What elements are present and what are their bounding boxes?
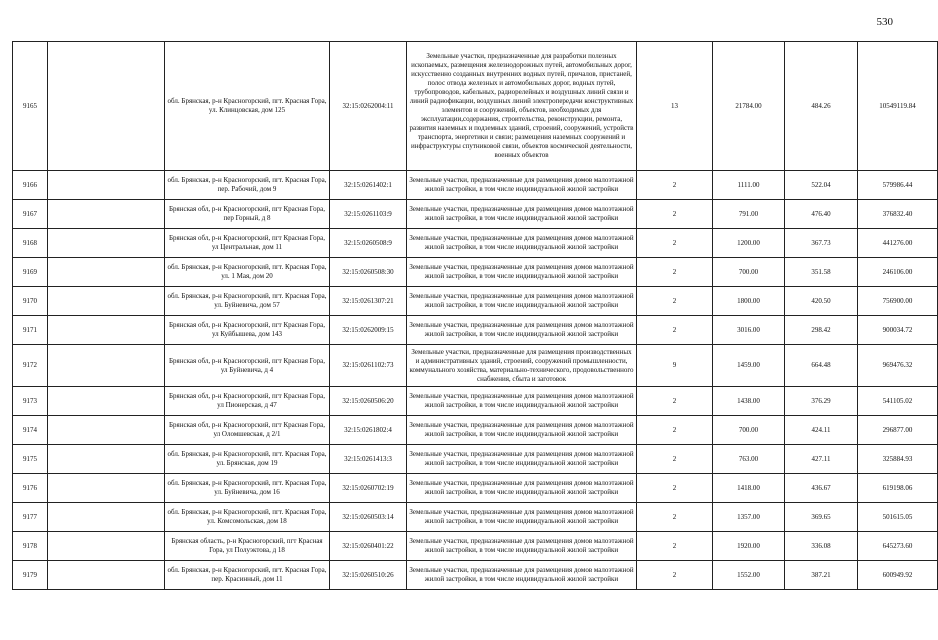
cadastral-value-cell: 501615.05: [858, 503, 938, 532]
cadastral-value-cell: 619198.06: [858, 474, 938, 503]
table-row: [13, 200, 938, 229]
table-row: [13, 561, 938, 590]
specific-value-cell: 664.48: [785, 345, 858, 387]
specific-value-cell: 336.08: [785, 532, 858, 561]
address-cell: обл. Брянская, р-н Красногорский, пгт. Красная Гора, ул. Клинцовская, дом 125: [165, 42, 330, 171]
cadastral-number-cell: 32:15:0260506:20: [330, 387, 407, 416]
address-cell: Брянская обл, р-н Красногорский, пгт Красная Гора, ул Буйневича, д 4: [165, 345, 330, 387]
empty-cell: [48, 171, 165, 200]
area-cell: 1438.00: [713, 387, 785, 416]
empty-cell: [48, 387, 165, 416]
use-group-cell: 9: [637, 345, 713, 387]
cadastral-number-cell: 32:15:0262009:15: [330, 316, 407, 345]
land-use-cell: Земельные участки, предназначенные для размещения домов малоэтажной жилой застройки, в том числе индивидуальной жилой застройки: [407, 503, 637, 532]
row-number: 9177: [13, 503, 48, 532]
empty-cell: [48, 474, 165, 503]
use-group-cell: 13: [637, 42, 713, 171]
specific-value-cell: 436.67: [785, 474, 858, 503]
use-group-cell: 2: [637, 503, 713, 532]
empty-cell: [48, 503, 165, 532]
area-cell: 1111.00: [713, 171, 785, 200]
table-row: [13, 387, 938, 416]
area-cell: 1200.00: [713, 229, 785, 258]
specific-value-cell: 476.40: [785, 200, 858, 229]
specific-value-cell: 369.65: [785, 503, 858, 532]
land-use-cell: Земельные участки, предназначенные для размещения домов малоэтажной жилой застройки, в том числе индивидуальной жилой застройки: [407, 474, 637, 503]
cadastral-value-cell: 600949.92: [858, 561, 938, 590]
land-use-cell: Земельные участки, предназначенные для размещения домов малоэтажной жилой застройки, в том числе индивидуальной жилой застройки: [407, 258, 637, 287]
address-cell: обл. Брянская, р-н Красногорский, пгт. Красная Гора, ул. 1 Мая, дом 20: [165, 258, 330, 287]
area-cell: 1418.00: [713, 474, 785, 503]
area-cell: 791.00: [713, 200, 785, 229]
land-use-cell: Земельные участки, предназначенные для размещения домов малоэтажной жилой застройки, в том числе индивидуальной жилой застройки: [407, 561, 637, 590]
row-number: 9165: [13, 42, 48, 171]
cadastral-value-cell: 441276.00: [858, 229, 938, 258]
specific-value-cell: 376.29: [785, 387, 858, 416]
address-cell: Брянская обл, р-н Красногорский, пгт Красная Гора, ул Центральная, дом 11: [165, 229, 330, 258]
specific-value-cell: 351.58: [785, 258, 858, 287]
use-group-cell: 2: [637, 561, 713, 590]
table-row: [13, 229, 938, 258]
table-row: [13, 345, 938, 387]
cadastral-value-cell: 10549119.84: [858, 42, 938, 171]
use-group-cell: 2: [637, 474, 713, 503]
empty-cell: [48, 345, 165, 387]
row-number: 9171: [13, 316, 48, 345]
cadastral-value-cell: 969476.32: [858, 345, 938, 387]
address-cell: Брянская обл, р-н Красногорский, пгт Красная Гора, ул Оломшевская, д 2/1: [165, 416, 330, 445]
address-cell: обл. Брянская, р-н Красногорский, пгт. Красная Гора, пер. Рабочий, дом 9: [165, 171, 330, 200]
cadastral-number-cell: 32:15:0260508:9: [330, 229, 407, 258]
table-row: [13, 287, 938, 316]
land-use-cell: Земельные участки, предназначенные для размещения домов малоэтажной жилой застройки, в том числе индивидуальной жилой застройки: [407, 229, 637, 258]
address-cell: Брянская область, р-н Красногорский, пгт Красная Гора, ул Полуэктова, д 18: [165, 532, 330, 561]
address-cell: обл. Брянская, р-н Красногорский, пгт. Красная Гора, ул. Буйневича, дом 16: [165, 474, 330, 503]
table-row: [13, 258, 938, 287]
cadastral-number-cell: 32:15:0260503:14: [330, 503, 407, 532]
empty-cell: [48, 445, 165, 474]
cadastral-value-cell: 756900.00: [858, 287, 938, 316]
address-cell: обл. Брянская, р-н Красногорский, пгт. Красная Гора, ул. Буйневича, дом 57: [165, 287, 330, 316]
cadastral-number-cell: 32:15:0260508:30: [330, 258, 407, 287]
specific-value-cell: 427.11: [785, 445, 858, 474]
row-number: 9176: [13, 474, 48, 503]
use-group-cell: 2: [637, 258, 713, 287]
empty-cell: [48, 561, 165, 590]
row-number: 9169: [13, 258, 48, 287]
row-number: 9170: [13, 287, 48, 316]
cadastral-value-cell: 296877.00: [858, 416, 938, 445]
area-cell: 763.00: [713, 445, 785, 474]
cadastral-number-cell: 32:15:0260401:22: [330, 532, 407, 561]
land-use-cell: Земельные участки, предназначенные для размещения домов малоэтажной жилой застройки, в том числе индивидуальной жилой застройки: [407, 416, 637, 445]
cadastral-value-cell: 541105.02: [858, 387, 938, 416]
address-cell: Брянская обл, р-н Красногорский, пгт Красная Гора, пер Горный, д 8: [165, 200, 330, 229]
area-cell: 1920.00: [713, 532, 785, 561]
land-use-cell: Земельные участки, предназначенные для размещения домов малоэтажной жилой застройки, в том числе индивидуальной жилой застройки: [407, 316, 637, 345]
use-group-cell: 2: [637, 387, 713, 416]
cadastral-number-cell: 32:15:0261307:21: [330, 287, 407, 316]
empty-cell: [48, 229, 165, 258]
table-row: [13, 416, 938, 445]
land-use-cell: Земельные участки, предназначенные для размещения домов малоэтажной жилой застройки, в том числе индивидуальной жилой застройки: [407, 171, 637, 200]
use-group-cell: 2: [637, 445, 713, 474]
specific-value-cell: 387.21: [785, 561, 858, 590]
land-use-cell: Земельные участки, предназначенные для размещения производственных и административных зданий, строений, сооружений промышленности, коммунального хозяйства, материально-технического, продовольственного снабжения, сбыта и заготовок: [407, 345, 637, 387]
address-cell: обл. Брянская, р-н Красногорский, пгт. Красная Гора, пер. Красинный, дом 11: [165, 561, 330, 590]
specific-value-cell: 522.04: [785, 171, 858, 200]
cadastral-number-cell: 32:15:0261413:3: [330, 445, 407, 474]
use-group-cell: 2: [637, 171, 713, 200]
land-use-cell: Земельные участки, предназначенные для размещения домов малоэтажной жилой застройки, в том числе индивидуальной жилой застройки: [407, 287, 637, 316]
cadastral-value-cell: 579986.44: [858, 171, 938, 200]
row-number: 9172: [13, 345, 48, 387]
land-use-cell: Земельные участки, предназначенные для размещения домов малоэтажной жилой застройки, в том числе индивидуальной жилой застройки: [407, 387, 637, 416]
address-cell: Брянская обл, р-н Красногорский, пгт Красная Гора, ул Куйбышева, дом 143: [165, 316, 330, 345]
table-row: [13, 532, 938, 561]
row-number: 9175: [13, 445, 48, 474]
empty-cell: [48, 532, 165, 561]
address-cell: Брянская обл, р-н Красногорский, пгт Красная Гора, ул Пионерская, д 47: [165, 387, 330, 416]
cadastral-value-table: [12, 41, 938, 590]
table-row: [13, 316, 938, 345]
area-cell: 700.00: [713, 258, 785, 287]
use-group-cell: 2: [637, 229, 713, 258]
row-number: 9168: [13, 229, 48, 258]
use-group-cell: 2: [637, 532, 713, 561]
address-cell: обл. Брянская, р-н Красногорский, пгт. Красная Гора, ул. Брянская, дом 19: [165, 445, 330, 474]
use-group-cell: 2: [637, 287, 713, 316]
use-group-cell: 2: [637, 200, 713, 229]
area-cell: 1552.00: [713, 561, 785, 590]
use-group-cell: 2: [637, 316, 713, 345]
row-number: 9173: [13, 387, 48, 416]
area-cell: 3016.00: [713, 316, 785, 345]
empty-cell: [48, 316, 165, 345]
use-group-cell: 2: [637, 416, 713, 445]
land-use-cell: Земельные участки, предназначенные для размещения домов малоэтажной жилой застройки, в том числе индивидуальной жилой застройки: [407, 445, 637, 474]
cadastral-number-cell: 32:15:0261102:73: [330, 345, 407, 387]
land-use-cell: Земельные участки, предназначенные для размещения домов малоэтажной жилой застройки, в том числе индивидуальной жилой застройки: [407, 200, 637, 229]
area-cell: 21784.00: [713, 42, 785, 171]
address-cell: обл. Брянская, р-н Красногорский, пгт. Красная Гора, ул. Комсомольская, дом 18: [165, 503, 330, 532]
cadastral-value-cell: 246106.00: [858, 258, 938, 287]
cadastral-number-cell: 32:15:0261103:9: [330, 200, 407, 229]
empty-cell: [48, 42, 165, 171]
specific-value-cell: 298.42: [785, 316, 858, 345]
land-use-cell: Земельные участки, предназначенные для размещения домов малоэтажной жилой застройки, в том числе индивидуальной жилой застройки: [407, 532, 637, 561]
cadastral-value-cell: 376832.40: [858, 200, 938, 229]
cadastral-number-cell: 32:15:0260510:26: [330, 561, 407, 590]
cadastral-number-cell: 32:15:0261402:1: [330, 171, 407, 200]
area-cell: 1459.00: [713, 345, 785, 387]
row-number: 9167: [13, 200, 48, 229]
row-number: 9179: [13, 561, 48, 590]
empty-cell: [48, 258, 165, 287]
cadastral-number-cell: 32:15:0260702:19: [330, 474, 407, 503]
table-row: [13, 171, 938, 200]
cadastral-value-cell: 900034.72: [858, 316, 938, 345]
table-row: [13, 42, 938, 171]
area-cell: 1800.00: [713, 287, 785, 316]
row-number: 9174: [13, 416, 48, 445]
specific-value-cell: 424.11: [785, 416, 858, 445]
area-cell: 1357.00: [713, 503, 785, 532]
table-row: [13, 474, 938, 503]
table-row: [13, 503, 938, 532]
land-use-cell: Земельные участки, предназначенные для разработки полезных ископаемых, размещения железнодорожных путей, автомобильных дорог, искусственно созданных внутренних водных путей, причалов, пристаней, полос отвода железных и автомобильных дорог, водных путей, трубопроводов, кабельных, радиорелейных и воздушных линий связи и линий радиофикации, воздушных линий электропередачи конструктивных элементов и сооружений, объектов, необходимых для эксплуатации,содержания, строительства, реконструкции, ремонта, развития наземных и подземных зданий, строений, сооружений, устройств транспорта, энергетики и связи; размещения наземных сооружений и инфраструктуры спутниковой связи, объектов космической деятельности, военных объектов: [407, 42, 637, 171]
specific-value-cell: 367.73: [785, 229, 858, 258]
empty-cell: [48, 200, 165, 229]
row-number: 9178: [13, 532, 48, 561]
row-number: 9166: [13, 171, 48, 200]
cadastral-number-cell: 32:15:0262004:11: [330, 42, 407, 171]
empty-cell: [48, 416, 165, 445]
cadastral-number-cell: 32:15:0261802:4: [330, 416, 407, 445]
specific-value-cell: 484.26: [785, 42, 858, 171]
empty-cell: [48, 287, 165, 316]
specific-value-cell: 420.50: [785, 287, 858, 316]
cadastral-value-cell: 325884.93: [858, 445, 938, 474]
area-cell: 700.00: [713, 416, 785, 445]
table-row: [13, 445, 938, 474]
cadastral-value-cell: 645273.60: [858, 532, 938, 561]
page-number: 530: [876, 16, 893, 28]
